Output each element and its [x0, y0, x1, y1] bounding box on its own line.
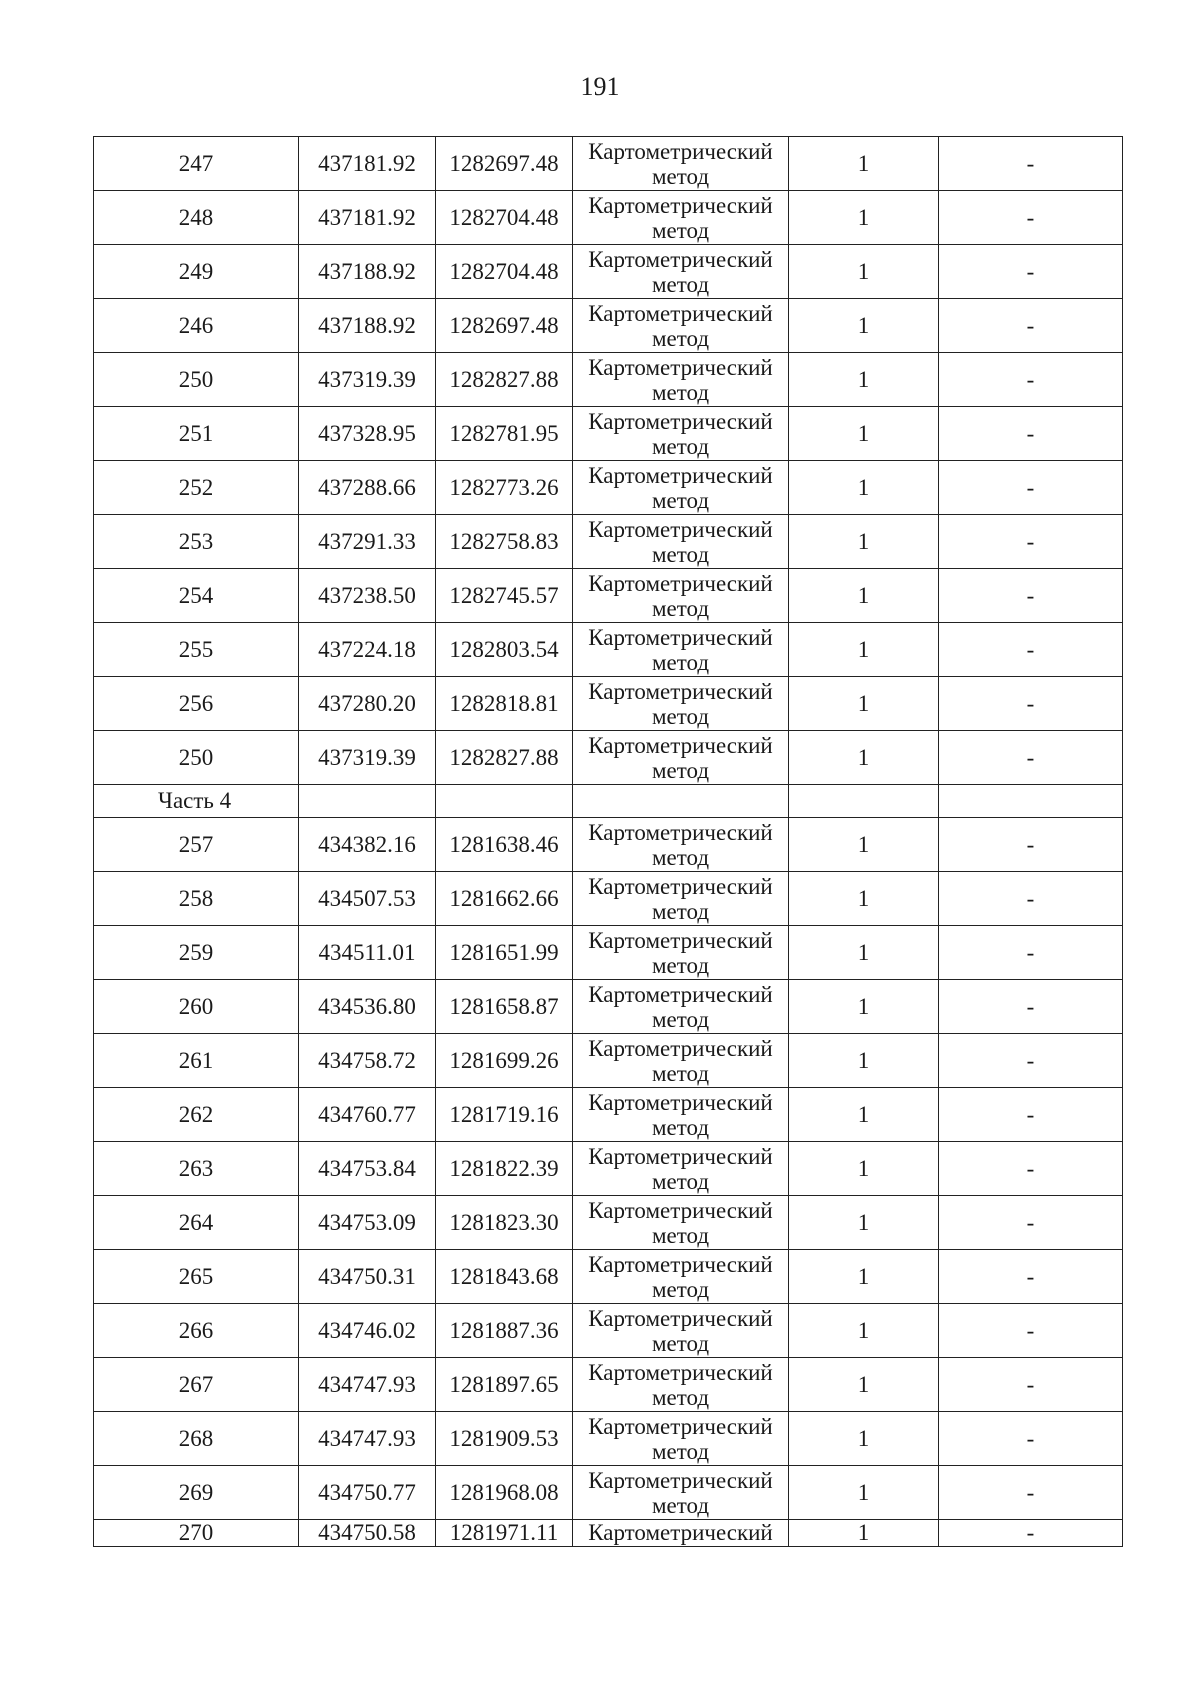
point-number-cell: 252 [94, 461, 299, 515]
method-line-1: Картометрический [588, 1035, 773, 1061]
x-coordinate-cell: 434750.31 [299, 1250, 436, 1304]
note-cell: - [939, 1250, 1123, 1304]
y-coordinate-cell: 1282781.95 [436, 407, 573, 461]
coordinates-table-body [94, 137, 1123, 1547]
x-coordinate-cell: 437288.66 [299, 461, 436, 515]
method-line-1: Картометрический [588, 1467, 773, 1493]
method-line-2: метод [651, 487, 710, 513]
method-cell [573, 407, 789, 461]
table-row [94, 1196, 1123, 1250]
point-number-cell: 247 [94, 137, 299, 191]
point-number-cell: 255 [94, 623, 299, 677]
method-line-2: метод [651, 757, 710, 783]
note-cell: - [939, 1196, 1123, 1250]
note-cell: - [939, 623, 1123, 677]
method-cell [573, 1196, 789, 1250]
x-coordinate-cell: 437224.18 [299, 623, 436, 677]
method-line-1: Картометрический [588, 570, 773, 596]
method-line-2: метод [651, 595, 710, 621]
x-coordinate-cell: 434507.53 [299, 872, 436, 926]
section-empty-cell [436, 785, 573, 818]
method-line-1: Картометрический [588, 300, 773, 326]
y-coordinate-cell: 1282827.88 [436, 353, 573, 407]
method-cell [573, 515, 789, 569]
method-line-1: Картометрический [588, 246, 773, 272]
x-coordinate-cell: 434747.93 [299, 1358, 436, 1412]
point-number-cell: 256 [94, 677, 299, 731]
note-cell: - [939, 407, 1123, 461]
method-line-1: Картометрический [588, 1359, 773, 1385]
y-coordinate-cell: 1282697.48 [436, 137, 573, 191]
method-cell [573, 1142, 789, 1196]
table-row [94, 980, 1123, 1034]
method-text [573, 679, 788, 729]
table-row [94, 872, 1123, 926]
x-coordinate-cell: 434750.58 [299, 1520, 436, 1547]
table-row [94, 515, 1123, 569]
y-coordinate-cell: 1281887.36 [436, 1304, 573, 1358]
method-cell [573, 1412, 789, 1466]
method-line-1: Картометрический [588, 1197, 773, 1223]
y-coordinate-cell: 1282697.48 [436, 299, 573, 353]
point-number-cell: 250 [94, 731, 299, 785]
method-line-1: Картометрический [588, 462, 773, 488]
section-row [94, 785, 1123, 818]
method-line-2: метод [651, 1384, 710, 1410]
accuracy-cell: 1 [789, 1034, 939, 1088]
method-line-1: Картометрический [588, 354, 773, 380]
x-coordinate-cell: 434747.93 [299, 1412, 436, 1466]
table-row [94, 1250, 1123, 1304]
y-coordinate-cell: 1281651.99 [436, 926, 573, 980]
method-cell [573, 191, 789, 245]
method-line-1: Картометрический [588, 1089, 773, 1115]
y-coordinate-cell: 1281823.30 [436, 1196, 573, 1250]
x-coordinate-cell: 434746.02 [299, 1304, 436, 1358]
y-coordinate-cell: 1281662.66 [436, 872, 573, 926]
method-text [573, 517, 788, 567]
method-cell [573, 299, 789, 353]
method-line-1: Картометрический [588, 819, 773, 845]
method-text [573, 928, 788, 978]
point-number-cell: 251 [94, 407, 299, 461]
method-line-2: метод [651, 1168, 710, 1194]
y-coordinate-cell: 1281968.08 [436, 1466, 573, 1520]
table-row [94, 299, 1123, 353]
page-number: 191 [580, 72, 620, 101]
method-line-2: метод [651, 703, 710, 729]
accuracy-cell: 1 [789, 818, 939, 872]
method-line-1: Картометрический [588, 1251, 773, 1277]
method-cell [573, 1358, 789, 1412]
note-cell: - [939, 461, 1123, 515]
table-row [94, 623, 1123, 677]
y-coordinate-cell: 1281971.11 [436, 1520, 573, 1547]
x-coordinate-cell: 434753.84 [299, 1142, 436, 1196]
table-row [94, 1142, 1123, 1196]
x-coordinate-cell: 434536.80 [299, 980, 436, 1034]
y-coordinate-cell: 1282704.48 [436, 191, 573, 245]
x-coordinate-cell: 437280.20 [299, 677, 436, 731]
table-row [94, 731, 1123, 785]
method-line-2: метод [651, 325, 710, 351]
method-text [573, 139, 788, 189]
method-cell [573, 731, 789, 785]
method-text [573, 409, 788, 459]
y-coordinate-cell: 1281658.87 [436, 980, 573, 1034]
table-row [94, 1466, 1123, 1520]
accuracy-cell: 1 [789, 245, 939, 299]
method-line-2: метод [651, 1438, 710, 1464]
accuracy-cell: 1 [789, 872, 939, 926]
point-number-cell: 267 [94, 1358, 299, 1412]
note-cell: - [939, 1466, 1123, 1520]
note-cell: - [939, 677, 1123, 731]
x-coordinate-cell: 437181.92 [299, 191, 436, 245]
accuracy-cell: 1 [789, 1304, 939, 1358]
method-cell [573, 926, 789, 980]
method-line-1: Картометрический [588, 981, 773, 1007]
method-text [573, 874, 788, 924]
point-number-cell: 248 [94, 191, 299, 245]
y-coordinate-cell: 1282803.54 [436, 623, 573, 677]
x-coordinate-cell: 434511.01 [299, 926, 436, 980]
method-cell [573, 1088, 789, 1142]
method-line-1: Картометрический [588, 678, 773, 704]
method-line-1: Картометрический [588, 192, 773, 218]
method-line-2: метод [651, 898, 710, 924]
method-line-2: метод [651, 271, 710, 297]
x-coordinate-cell: 434750.77 [299, 1466, 436, 1520]
accuracy-cell: 1 [789, 191, 939, 245]
method-cell [573, 872, 789, 926]
method-line-2: метод [651, 1222, 710, 1248]
point-number-cell: 254 [94, 569, 299, 623]
method-line-1: Картометрический [588, 408, 773, 434]
accuracy-cell: 1 [789, 926, 939, 980]
point-number-cell: 257 [94, 818, 299, 872]
point-number-cell: 258 [94, 872, 299, 926]
method-text [573, 625, 788, 675]
y-coordinate-cell: 1281822.39 [436, 1142, 573, 1196]
accuracy-cell: 1 [789, 1196, 939, 1250]
x-coordinate-cell: 437238.50 [299, 569, 436, 623]
x-coordinate-cell: 434382.16 [299, 818, 436, 872]
y-coordinate-cell: 1282827.88 [436, 731, 573, 785]
accuracy-cell: 1 [789, 677, 939, 731]
table-row [94, 926, 1123, 980]
point-number-cell: 253 [94, 515, 299, 569]
note-cell: - [939, 731, 1123, 785]
accuracy-cell: 1 [789, 515, 939, 569]
note-cell: - [939, 353, 1123, 407]
method-text [573, 463, 788, 513]
x-coordinate-cell: 437319.39 [299, 353, 436, 407]
y-coordinate-cell: 1281638.46 [436, 818, 573, 872]
note-cell: - [939, 1304, 1123, 1358]
section-empty-cell [939, 785, 1123, 818]
note-cell: - [939, 980, 1123, 1034]
point-number-cell: 270 [94, 1520, 299, 1547]
note-cell: - [939, 515, 1123, 569]
method-cell [573, 1034, 789, 1088]
y-coordinate-cell: 1282704.48 [436, 245, 573, 299]
y-coordinate-cell: 1282745.57 [436, 569, 573, 623]
method-cell [573, 1520, 789, 1547]
method-cell [573, 980, 789, 1034]
point-number-cell: 261 [94, 1034, 299, 1088]
method-line-2: метод [651, 1330, 710, 1356]
point-number-cell: 266 [94, 1304, 299, 1358]
method-text [573, 1360, 788, 1410]
y-coordinate-cell: 1282758.83 [436, 515, 573, 569]
x-coordinate-cell: 434753.09 [299, 1196, 436, 1250]
method-line-2: метод [651, 952, 710, 978]
method-text [573, 1198, 788, 1248]
method-cell [573, 461, 789, 515]
table-row [94, 353, 1123, 407]
table-row [94, 1412, 1123, 1466]
method-line-2: метод [651, 1006, 710, 1032]
x-coordinate-cell: 437291.33 [299, 515, 436, 569]
method-text [573, 1144, 788, 1194]
section-empty-cell [299, 785, 436, 818]
method-line-1: Картометрический [588, 624, 773, 650]
note-cell: - [939, 926, 1123, 980]
point-number-cell: 269 [94, 1466, 299, 1520]
accuracy-cell: 1 [789, 1088, 939, 1142]
method-cell [573, 818, 789, 872]
method-line-2: метод [651, 1060, 710, 1086]
method-line-1: Картометрический [588, 873, 773, 899]
note-cell: - [939, 569, 1123, 623]
note-cell: - [939, 137, 1123, 191]
table-row [94, 137, 1123, 191]
method-cell [573, 137, 789, 191]
method-text [573, 1252, 788, 1302]
note-cell: - [939, 1088, 1123, 1142]
method-line-1: Картометрический [588, 1413, 773, 1439]
point-number-cell: 264 [94, 1196, 299, 1250]
note-cell: - [939, 1358, 1123, 1412]
method-cell [573, 1250, 789, 1304]
accuracy-cell: 1 [789, 980, 939, 1034]
x-coordinate-cell: 437188.92 [299, 245, 436, 299]
method-cell [573, 677, 789, 731]
table-row [94, 1088, 1123, 1142]
note-cell: - [939, 191, 1123, 245]
accuracy-cell: 1 [789, 353, 939, 407]
accuracy-cell: 1 [789, 1250, 939, 1304]
method-text [573, 301, 788, 351]
method-text [573, 982, 788, 1032]
x-coordinate-cell: 434758.72 [299, 1034, 436, 1088]
method-cell [573, 245, 789, 299]
note-cell: - [939, 1142, 1123, 1196]
y-coordinate-cell: 1282773.26 [436, 461, 573, 515]
x-coordinate-cell: 437188.92 [299, 299, 436, 353]
x-coordinate-cell: 437328.95 [299, 407, 436, 461]
method-text [573, 193, 788, 243]
table-row [94, 818, 1123, 872]
note-cell: - [939, 872, 1123, 926]
table-row [94, 677, 1123, 731]
method-line-1: Картометрический [588, 1520, 773, 1545]
method-line-2: метод [651, 1276, 710, 1302]
accuracy-cell: 1 [789, 461, 939, 515]
point-number-cell: 263 [94, 1142, 299, 1196]
point-number-cell: 249 [94, 245, 299, 299]
accuracy-cell: 1 [789, 569, 939, 623]
note-cell: - [939, 299, 1123, 353]
point-number-cell: 268 [94, 1412, 299, 1466]
method-line-2: метод [651, 1492, 710, 1518]
accuracy-cell: 1 [789, 407, 939, 461]
point-number-cell: 250 [94, 353, 299, 407]
method-line-2: метод [651, 379, 710, 405]
method-text [573, 571, 788, 621]
x-coordinate-cell: 434760.77 [299, 1088, 436, 1142]
method-line-2: метод [651, 541, 710, 567]
table-row-last [94, 1520, 1123, 1547]
note-cell: - [939, 1034, 1123, 1088]
method-text [573, 1468, 788, 1518]
note-cell: - [939, 818, 1123, 872]
method-cell [573, 623, 789, 677]
x-coordinate-cell: 437181.92 [299, 137, 436, 191]
y-coordinate-cell: 1282818.81 [436, 677, 573, 731]
method-line-2: метод [651, 433, 710, 459]
accuracy-cell: 1 [789, 1412, 939, 1466]
method-line-2: метод [651, 844, 710, 870]
note-cell: - [939, 1412, 1123, 1466]
point-number-cell: 265 [94, 1250, 299, 1304]
note-cell: - [939, 245, 1123, 299]
method-line-1: Картометрический [588, 1143, 773, 1169]
y-coordinate-cell: 1281909.53 [436, 1412, 573, 1466]
table-row [94, 191, 1123, 245]
section-label: Часть 4 [94, 785, 299, 818]
method-line-1: Картометрический [588, 732, 773, 758]
accuracy-cell: 1 [789, 623, 939, 677]
method-text [573, 1090, 788, 1140]
method-text [573, 1414, 788, 1464]
y-coordinate-cell: 1281699.26 [436, 1034, 573, 1088]
method-text [573, 247, 788, 297]
method-cell [573, 1466, 789, 1520]
method-text [573, 1306, 788, 1356]
method-line-1: Картометрический [588, 138, 773, 164]
method-text [573, 733, 788, 783]
method-line-2: метод [651, 1114, 710, 1140]
method-text [573, 820, 788, 870]
accuracy-cell: 1 [789, 1358, 939, 1412]
method-text [573, 1036, 788, 1086]
accuracy-cell: 1 [789, 299, 939, 353]
table-row [94, 461, 1123, 515]
accuracy-cell: 1 [789, 1142, 939, 1196]
point-number-cell: 262 [94, 1088, 299, 1142]
method-line-2: метод [651, 217, 710, 243]
table-row [94, 569, 1123, 623]
method-cell [573, 353, 789, 407]
y-coordinate-cell: 1281897.65 [436, 1358, 573, 1412]
method-line-1: Картометрический [588, 1305, 773, 1331]
accuracy-cell: 1 [789, 1520, 939, 1547]
accuracy-cell: 1 [789, 1466, 939, 1520]
point-number-cell: 259 [94, 926, 299, 980]
note-cell: - [939, 1520, 1123, 1547]
table-row [94, 1034, 1123, 1088]
table-row [94, 407, 1123, 461]
method-cell [573, 1304, 789, 1358]
method-line-1: Картометрический [588, 516, 773, 542]
table-row [94, 245, 1123, 299]
accuracy-cell: 1 [789, 731, 939, 785]
point-number-cell: 246 [94, 299, 299, 353]
table-row [94, 1304, 1123, 1358]
method-line-2: метод [651, 163, 710, 189]
coordinates-table [93, 136, 1123, 1547]
y-coordinate-cell: 1281843.68 [436, 1250, 573, 1304]
section-empty-cell [573, 785, 789, 818]
accuracy-cell: 1 [789, 137, 939, 191]
section-empty-cell [789, 785, 939, 818]
method-text [573, 355, 788, 405]
point-number-cell: 260 [94, 980, 299, 1034]
x-coordinate-cell: 437319.39 [299, 731, 436, 785]
y-coordinate-cell: 1281719.16 [436, 1088, 573, 1142]
table-row [94, 1358, 1123, 1412]
method-line-1: Картометрический [588, 927, 773, 953]
method-cell [573, 569, 789, 623]
method-line-2: метод [651, 649, 710, 675]
